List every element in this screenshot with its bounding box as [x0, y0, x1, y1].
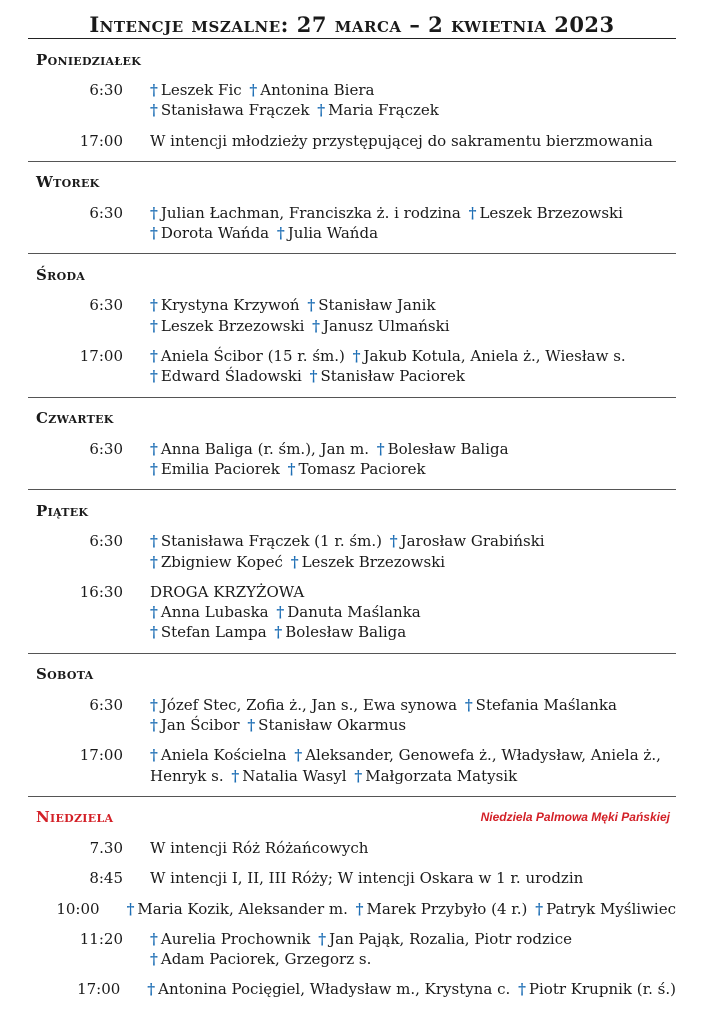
mass-time: 7.30 — [89, 838, 123, 857]
intention-name: Aurelia Prochownik — [160, 929, 311, 948]
cross-icon: † — [150, 203, 158, 222]
intention-name: Małgorzata Matysik — [365, 766, 518, 785]
intention-line — [127, 899, 676, 919]
day-header — [28, 39, 676, 80]
mass-time: 6:30 — [89, 203, 123, 222]
cross-icon: † — [231, 766, 240, 785]
cross-icon: † — [150, 695, 158, 714]
cross-icon: † — [126, 899, 135, 918]
mass-time: 6:30 — [89, 695, 123, 714]
intention-name: Piotr Krupnik (r. ś.) — [528, 980, 676, 999]
intention-line — [150, 602, 676, 622]
day-header — [28, 254, 676, 295]
mass-row — [28, 868, 676, 898]
cross-icon: † — [276, 224, 285, 243]
intention-name: Julian Łachman, Franciszka ż. i rodzina — [160, 203, 461, 222]
cross-icon: † — [150, 101, 158, 120]
mass-time: 17:00 — [79, 746, 123, 765]
mass-row — [28, 695, 676, 746]
cross-icon: † — [355, 899, 364, 918]
intention-name: Anna Lubaska — [160, 603, 269, 622]
intention-line — [150, 366, 676, 386]
intentions-page — [28, 0, 676, 1010]
intention-name: Danuta Maślanka — [287, 603, 421, 622]
mass-time: 6:30 — [89, 296, 123, 315]
mass-intention — [150, 838, 676, 858]
intention-line — [150, 346, 676, 366]
cross-icon: † — [274, 623, 283, 642]
mass-time: 11:20 — [79, 929, 123, 948]
intention-line: DROGA KRZYŻOWA — [150, 582, 305, 601]
intention-name: Bolesław Baliga — [387, 439, 509, 458]
intention-name: Henryk s. — [150, 766, 224, 785]
intention-name: Stanisława Frączek — [160, 101, 310, 120]
mass-row — [28, 295, 676, 346]
mass-time: 10:00 — [56, 899, 100, 918]
mass-row — [28, 838, 676, 868]
intention-line — [150, 949, 676, 969]
intention-line — [150, 745, 676, 765]
intention-name: Stanisław Paciorek — [320, 367, 465, 386]
intention-line: W intencji młodzieży przystępującej do sakramentu bierzmowania — [150, 131, 653, 150]
intention-line — [150, 223, 676, 243]
mass-row — [28, 346, 676, 397]
intention-name: Antonina Biera — [260, 81, 375, 99]
intention-name: Dorota Wańda — [160, 224, 270, 243]
intention-name: Aniela Kościelna — [160, 746, 287, 765]
intention-name: Stanisław Janik — [318, 296, 436, 315]
intention-name: Stanisława Frączek (1 r. śm.) — [160, 532, 382, 551]
cross-icon: † — [318, 929, 327, 948]
mass-row — [28, 745, 676, 796]
cross-icon: † — [276, 603, 285, 622]
mass-row — [28, 439, 676, 490]
day-section — [28, 653, 676, 796]
cross-icon: † — [150, 347, 158, 366]
day-section — [28, 796, 676, 1010]
cross-icon: † — [309, 367, 318, 386]
intention-line — [150, 695, 676, 715]
intention-line: W intencji Róż Różańcowych — [150, 838, 369, 857]
intention-name: Julia Wańda — [287, 224, 379, 243]
day-section — [28, 38, 676, 161]
cross-icon: † — [150, 532, 158, 551]
cross-icon: † — [249, 81, 258, 99]
cross-icon: † — [150, 950, 158, 969]
mass-row — [28, 899, 676, 929]
cross-icon: † — [290, 552, 299, 571]
intention-line: W intencji I, II, III Róży; W intencji Oskara w 1 r. urodzin — [150, 869, 584, 888]
intention-name: Anna Baliga (r. śm.), Jan m. — [160, 439, 369, 458]
day-name: Niedziela — [36, 808, 114, 827]
intention-line — [150, 552, 676, 572]
intention-name: Edward Śladowski — [160, 367, 302, 386]
day-name: Sobota — [36, 665, 94, 684]
intention-name: Leszek Fic — [160, 81, 242, 99]
cross-icon: † — [376, 439, 385, 458]
day-header — [28, 654, 676, 695]
day-section — [28, 253, 676, 396]
days-list — [28, 38, 676, 1010]
cross-icon: † — [464, 695, 473, 714]
intention-name: Jakub Kotula, Aniela ż., Wiesław s. — [363, 347, 626, 366]
intention-line — [150, 715, 676, 735]
mass-intention — [127, 899, 676, 919]
mass-row — [28, 582, 676, 653]
cross-icon: † — [317, 101, 326, 120]
intention-name: Stefania Maślanka — [475, 695, 617, 714]
cross-icon: † — [150, 603, 158, 622]
intention-name: Bolesław Baliga — [285, 623, 407, 642]
cross-icon: † — [468, 203, 477, 222]
intention-line — [150, 439, 676, 459]
intention-line — [150, 766, 676, 786]
intention-name: Leszek Brzezowski — [301, 552, 446, 571]
intention-name: Janusz Ulmański — [323, 316, 450, 335]
mass-intention — [150, 531, 676, 572]
cross-icon: † — [354, 766, 363, 785]
mass-time: 6:30 — [89, 81, 123, 99]
mass-row — [28, 203, 676, 254]
intention-line — [150, 929, 676, 949]
mass-row — [28, 80, 676, 131]
intention-name: Józef Stec, Zofia ż., Jan s., Ewa synowa — [160, 695, 458, 714]
cross-icon: † — [535, 899, 544, 918]
mass-intention — [150, 695, 676, 736]
cross-icon: † — [150, 296, 158, 315]
day-name: Środa — [36, 265, 86, 284]
page-title: Intencje mszalne: 27 marca – 2 kwietnia 2023 — [89, 12, 615, 37]
intention-name: Jarosław Grabiński — [400, 532, 545, 551]
mass-time: 17:00 — [79, 131, 123, 150]
day-name: Wtorek — [36, 173, 100, 192]
intention-name: Adam Paciorek, Grzegorz s. — [160, 950, 372, 969]
intention-name: Marek Przybyło (4 r.) — [366, 899, 528, 918]
intention-name: Aleksander, Genowefa ż., Władysław, Aniela ż., — [305, 746, 661, 765]
mass-row — [28, 531, 676, 582]
day-name: Poniedziałek — [36, 50, 142, 69]
mass-intention — [150, 131, 676, 151]
mass-time: 17:00 — [77, 980, 121, 999]
intention-line — [150, 622, 676, 642]
cross-icon: † — [247, 716, 256, 735]
intention-name: Zbigniew Kopeć — [160, 552, 283, 571]
mass-row — [28, 131, 676, 161]
day-header — [28, 162, 676, 203]
mass-time: 8:45 — [89, 869, 123, 888]
cross-icon: † — [147, 980, 156, 999]
cross-icon: † — [389, 532, 398, 551]
cross-icon: † — [150, 716, 158, 735]
day-name: Czwartek — [36, 409, 114, 428]
cross-icon: † — [150, 316, 158, 335]
intention-name: Antonina Pocięgiel, Władysław m., Krystyna c. — [158, 980, 511, 999]
intention-name: Patryk Myśliwiec — [546, 899, 676, 918]
day-header — [28, 398, 676, 439]
intention-name: Leszek Brzezowski — [160, 316, 305, 335]
cross-icon: † — [294, 746, 303, 765]
intention-name: Krystyna Krzywoń — [160, 296, 300, 315]
cross-icon: † — [150, 459, 158, 478]
intention-line — [150, 295, 676, 315]
intention-name: Jan Pająk, Rozalia, Piotr rodzice — [329, 929, 573, 948]
cross-icon: † — [312, 316, 321, 335]
cross-icon: † — [150, 929, 158, 948]
intention-line — [150, 100, 676, 120]
intention-name: Natalia Wasyl — [242, 766, 347, 785]
intention-name: Jan Ścibor — [160, 716, 240, 735]
intention-line — [150, 459, 676, 479]
day-name: Piątek — [36, 501, 89, 520]
day-section — [28, 397, 676, 490]
mass-intention — [150, 439, 676, 480]
day-section — [28, 161, 676, 254]
mass-row — [28, 979, 676, 1009]
mass-intention — [150, 868, 676, 888]
day-header — [28, 490, 676, 531]
intention-line — [150, 80, 676, 100]
cross-icon: † — [150, 623, 158, 642]
mass-row — [28, 929, 676, 980]
cross-icon: † — [352, 347, 361, 366]
intention-name: Leszek Brzezowski — [479, 203, 623, 222]
intention-name: Stefan Lampa — [160, 623, 267, 642]
intention-line — [150, 531, 676, 551]
mass-time: 17:00 — [79, 347, 123, 366]
cross-icon: † — [150, 224, 158, 243]
cross-icon: † — [150, 439, 158, 458]
cross-icon: † — [150, 552, 158, 571]
day-note: Niedziela Palmowa Męki Pańskiej — [480, 810, 670, 825]
mass-intention — [150, 745, 676, 786]
intention-name: Aniela Ścibor (15 r. śm.) — [160, 347, 345, 366]
day-header — [28, 797, 676, 838]
mass-intention — [150, 929, 676, 970]
mass-intention — [150, 346, 676, 387]
intention-line — [150, 203, 676, 223]
mass-time: 6:30 — [89, 532, 123, 551]
intention-name: Maria Kozik, Aleksander m. — [137, 899, 348, 918]
cross-icon: † — [287, 459, 296, 478]
mass-intention — [150, 582, 676, 643]
intention-name: Stanisław Okarmus — [258, 716, 407, 735]
cross-icon: † — [150, 746, 158, 765]
mass-intention — [150, 295, 676, 336]
mass-time: 16:30 — [79, 582, 123, 601]
intention-name: Maria Frączek — [328, 101, 439, 120]
cross-icon: † — [307, 296, 316, 315]
mass-intention — [150, 80, 676, 121]
cross-icon: † — [150, 367, 158, 386]
intention-line — [150, 316, 676, 336]
day-section — [28, 489, 676, 652]
cross-icon: † — [150, 81, 158, 99]
mass-intention — [150, 203, 676, 244]
mass-time: 6:30 — [89, 439, 123, 458]
cross-icon: † — [518, 980, 526, 999]
intention-name: Tomasz Paciorek — [298, 459, 426, 478]
intention-name: Emilia Paciorek — [160, 459, 280, 478]
